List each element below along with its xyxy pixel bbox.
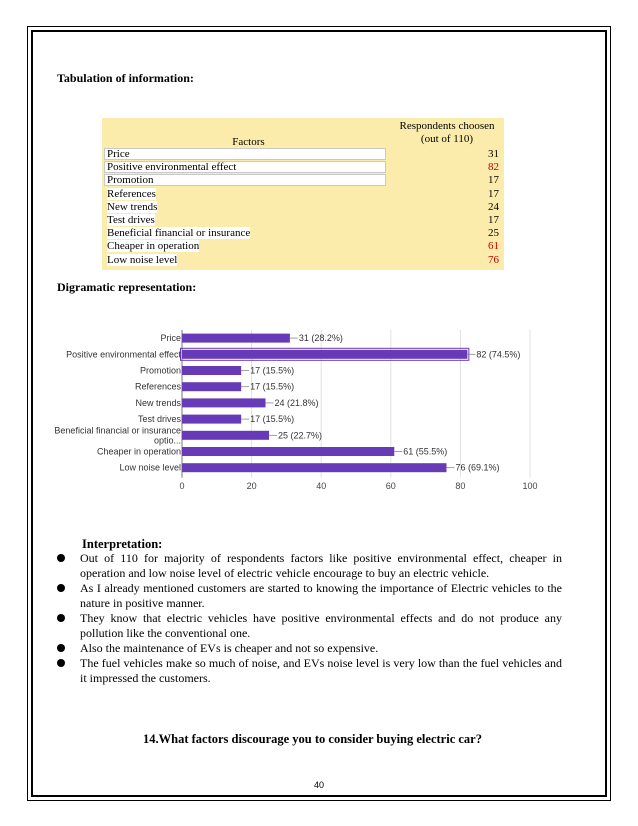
bar bbox=[182, 334, 290, 343]
table-row bbox=[102, 148, 504, 161]
category-label: Beneficial financial or insurance bbox=[54, 425, 181, 436]
table-cell-value: 76 bbox=[488, 253, 499, 266]
bar bbox=[182, 398, 266, 407]
table-cell-factor: References bbox=[107, 187, 156, 200]
bullet-text: As I already mentioned customers are started to knowing the importance of Electric vehicles to the nature in positive manner. bbox=[80, 581, 562, 610]
category-label: Test drives bbox=[137, 414, 181, 425]
table-cell-factor: Promotion bbox=[107, 174, 154, 187]
bar bbox=[182, 382, 241, 391]
table-cell-value: 17 bbox=[488, 174, 499, 187]
bullet-text: Also the maintenance of EVs is cheaper and not so expensive. bbox=[80, 641, 379, 655]
bullet-icon bbox=[57, 584, 65, 592]
table-row bbox=[102, 174, 504, 187]
table-cell-value: 24 bbox=[488, 200, 499, 213]
category-label: References bbox=[134, 381, 181, 392]
x-tick-label: 80 bbox=[455, 480, 466, 491]
tabulation-heading: Tabulation of information: bbox=[57, 71, 194, 85]
table-cell-factor: Low noise level bbox=[107, 253, 178, 266]
value-label: 82 (74.5%) bbox=[476, 349, 521, 360]
table-header-respondents-line1: Respondents choosen bbox=[399, 120, 495, 132]
table-cell-value: 17 bbox=[488, 214, 499, 226]
table-header-respondents bbox=[390, 120, 504, 146]
bullet-icon bbox=[57, 644, 65, 652]
table-row bbox=[102, 254, 504, 267]
factors-table bbox=[102, 118, 504, 270]
x-tick-label: 20 bbox=[246, 480, 257, 491]
table-cell-factor: Positive environmental effect bbox=[107, 161, 237, 174]
x-tick-label: 100 bbox=[522, 480, 538, 491]
interpretation-bullet bbox=[57, 641, 562, 656]
bar bbox=[182, 447, 394, 456]
bar bbox=[182, 463, 446, 472]
bar bbox=[182, 431, 269, 440]
interpretation-list bbox=[57, 551, 562, 686]
table-header-factors: Factors bbox=[232, 136, 265, 148]
table-cell-factor: Price bbox=[107, 148, 130, 160]
interpretation-heading: Interpretation: bbox=[82, 537, 163, 551]
x-tick-label: 0 bbox=[179, 480, 185, 491]
bar bbox=[182, 415, 241, 424]
bullet-icon bbox=[57, 614, 65, 622]
table-row bbox=[102, 161, 504, 174]
interpretation-bullet bbox=[57, 551, 562, 581]
x-tick-label: 40 bbox=[316, 480, 327, 491]
table-cell-value: 82 bbox=[488, 161, 499, 174]
bullet-text: Out of 110 for majority of respondents factors like positive environmental effect, cheaper in operation and low noise level of electric vehicle encourage to buy an electric vehicle. bbox=[80, 551, 562, 580]
bullet-icon bbox=[57, 659, 65, 667]
factors-bar-chart bbox=[40, 325, 600, 500]
bullet-text: They know that electric vehicles have positive environmental effects and do not produce any pollution like the conventional one. bbox=[80, 611, 562, 640]
interpretation-bullet bbox=[57, 656, 562, 686]
table-row bbox=[102, 240, 504, 253]
table-row bbox=[102, 227, 504, 240]
bullet-icon bbox=[57, 554, 65, 562]
interpretation-bullet bbox=[57, 611, 562, 641]
value-label: 17 (15.5%) bbox=[250, 414, 295, 425]
value-label: 17 (15.5%) bbox=[250, 365, 295, 376]
value-label: 24 (21.8%) bbox=[274, 397, 319, 408]
table-cell-factor: Test drives bbox=[107, 214, 155, 226]
table-cell-factor: Cheaper in operation bbox=[107, 240, 200, 253]
interpretation-bullet bbox=[57, 581, 562, 611]
table-header-respondents-line2: (out of 110) bbox=[420, 133, 474, 145]
value-label: 61 (55.5%) bbox=[403, 446, 448, 457]
question-14-heading: 14.What factors discourage you to consider buying electric car? bbox=[143, 732, 482, 746]
value-label: 31 (28.2%) bbox=[298, 333, 343, 344]
table-cell-box bbox=[104, 148, 386, 160]
table-cell-value: 17 bbox=[488, 187, 499, 200]
x-tick-label: 60 bbox=[385, 480, 396, 491]
table-row bbox=[102, 188, 504, 201]
table-cell-value: 61 bbox=[488, 240, 499, 253]
category-label: optio... bbox=[153, 435, 181, 446]
page-number: 40 bbox=[313, 780, 324, 790]
category-label: Promotion bbox=[139, 365, 181, 376]
bar bbox=[182, 350, 467, 359]
value-label: 25 (22.7%) bbox=[278, 430, 323, 441]
diagrammatic-heading: Digramatic representation: bbox=[57, 280, 197, 294]
table-row bbox=[102, 201, 504, 214]
category-label: New trends bbox=[135, 397, 181, 408]
value-label: 17 (15.5%) bbox=[250, 381, 295, 392]
bullet-text: The fuel vehicles make so much of noise, and EVs noise level is very low than the fuel vehicles and it impressed the customers. bbox=[80, 656, 562, 685]
table-cell-value: 31 bbox=[488, 148, 499, 160]
category-label: Price bbox=[160, 333, 181, 344]
category-label: Low noise level bbox=[119, 462, 181, 473]
value-label: 76 (69.1%) bbox=[455, 462, 500, 473]
table-cell-factor: New trends bbox=[107, 200, 158, 213]
category-label: Cheaper in operation bbox=[96, 446, 181, 457]
table-cell-value: 25 bbox=[488, 227, 499, 240]
table-row bbox=[102, 214, 504, 227]
table-cell-factor: Beneficial financial or insurance bbox=[107, 227, 251, 240]
category-label: Positive environmental effect bbox=[66, 349, 181, 360]
bar bbox=[182, 366, 241, 375]
